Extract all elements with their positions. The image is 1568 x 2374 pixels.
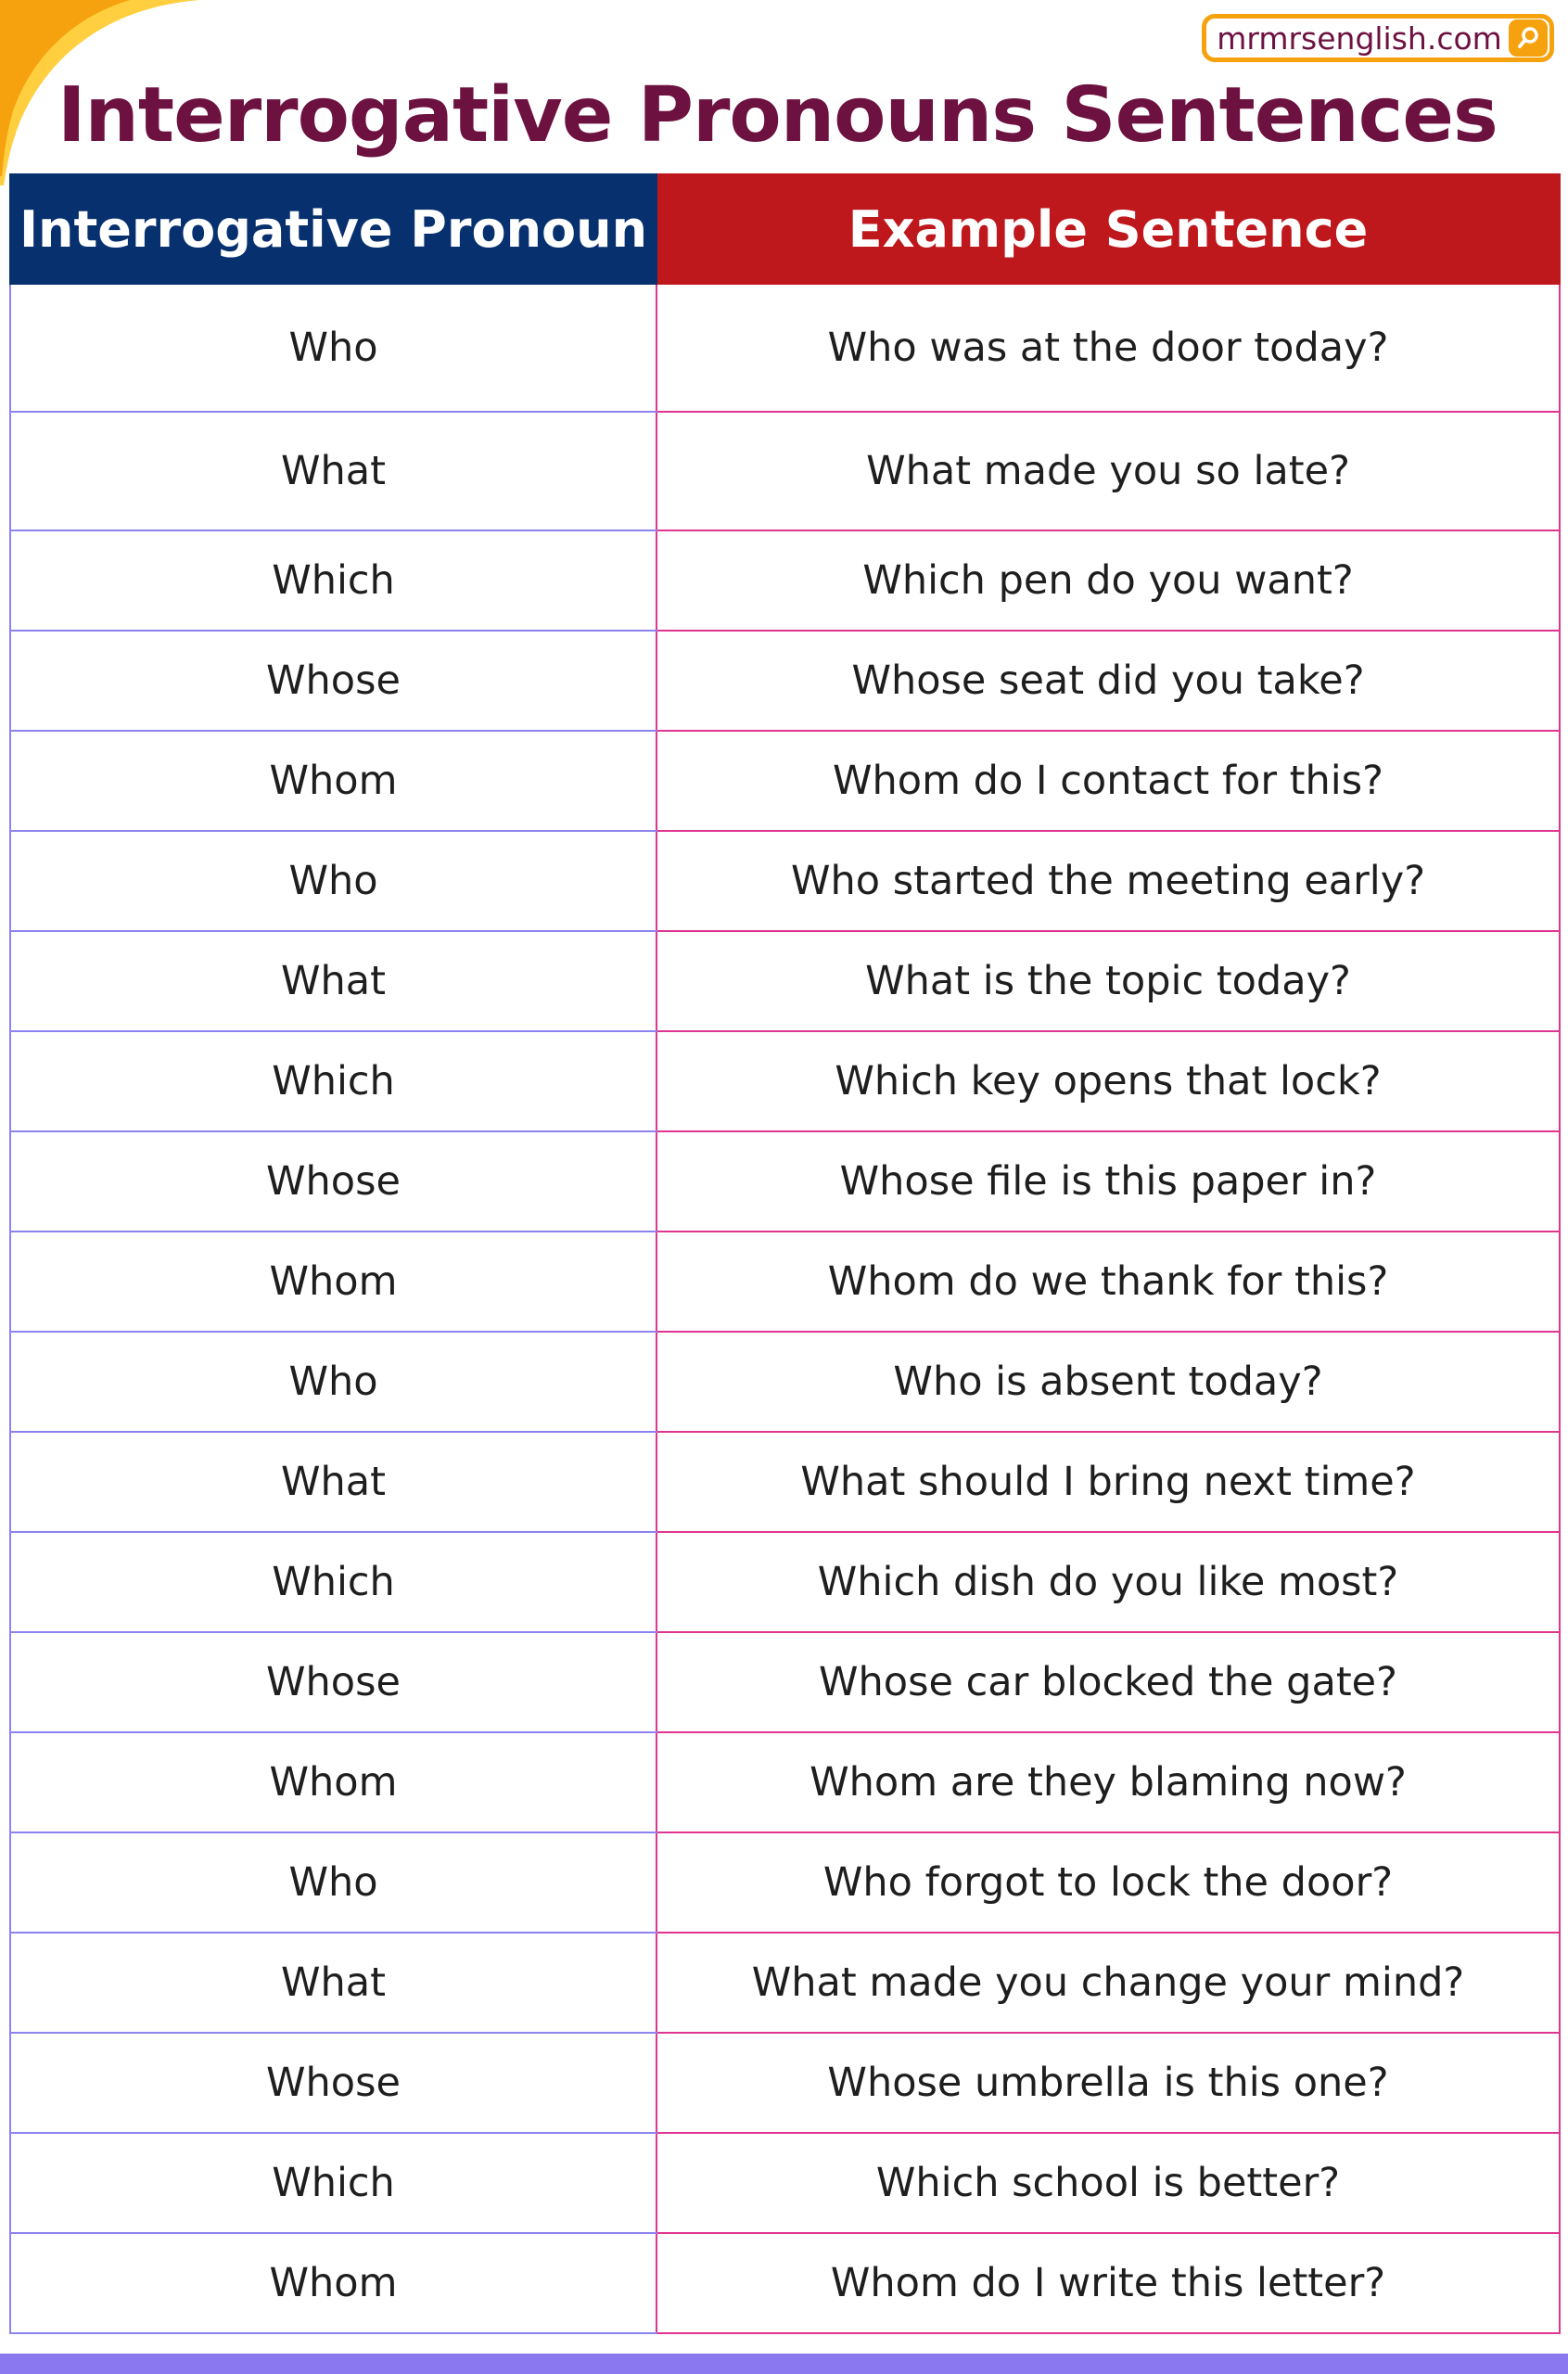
sentence-cell: Whose umbrella is this one? xyxy=(657,2033,1560,2133)
pronoun-table xyxy=(9,173,1561,2334)
page-title: Interrogative Pronouns Sentences xyxy=(57,71,1498,160)
pronoun-cell: Which xyxy=(10,530,657,631)
pronoun-cell: Whose xyxy=(10,1632,657,1732)
pronoun-cell: Whom xyxy=(10,1732,657,1832)
table-row xyxy=(10,831,1560,931)
sentence-cell: Who started the meeting early? xyxy=(657,831,1560,931)
table-row xyxy=(10,1532,1560,1632)
table-row xyxy=(10,530,1560,631)
sentence-cell: What is the topic today? xyxy=(657,931,1560,1031)
site-url-text: mrmrsenglish.com xyxy=(1217,19,1502,57)
sentence-cell: Who was at the door today? xyxy=(657,284,1560,412)
sentence-cell: What should I bring next time? xyxy=(657,1432,1560,1532)
table-row xyxy=(10,1332,1560,1432)
sentence-cell: Whose car blocked the gate? xyxy=(657,1632,1560,1732)
table-row xyxy=(10,631,1560,731)
table-row xyxy=(10,2233,1560,2333)
table-row xyxy=(10,1131,1560,1232)
table-row xyxy=(10,1832,1560,1933)
pronoun-cell: Who xyxy=(10,1332,657,1432)
pronoun-cell: Whom xyxy=(10,2233,657,2333)
table-row xyxy=(10,931,1560,1031)
pronoun-cell: What xyxy=(10,1432,657,1532)
pronoun-cell: Whose xyxy=(10,631,657,731)
sentence-cell: Which pen do you want? xyxy=(657,530,1560,631)
table-row xyxy=(10,284,1560,412)
pronoun-cell: Whose xyxy=(10,2033,657,2133)
table-row xyxy=(10,1232,1560,1332)
sentence-cell: Whose seat did you take? xyxy=(657,631,1560,731)
table-row xyxy=(10,1632,1560,1732)
pronoun-cell: Which xyxy=(10,1031,657,1131)
sentence-cell: Whom do I contact for this? xyxy=(657,731,1560,831)
header-interrogative-pronoun: Interrogative Pronoun xyxy=(10,174,657,284)
sentence-cell: What made you change your mind? xyxy=(657,1933,1560,2033)
pronoun-cell: Who xyxy=(10,831,657,931)
sentence-cell: Which dish do you like most? xyxy=(657,1532,1560,1632)
sentence-cell: Whom are they blaming now? xyxy=(657,1732,1560,1832)
sentence-cell: Who is absent today? xyxy=(657,1332,1560,1432)
table-row xyxy=(10,412,1560,530)
table-header-row xyxy=(10,174,1560,284)
pronoun-cell: Whom xyxy=(10,1232,657,1332)
pronoun-cell: What xyxy=(10,931,657,1031)
pronoun-cell: Which xyxy=(10,1532,657,1632)
sentence-cell: Which school is better? xyxy=(657,2133,1560,2233)
table-row xyxy=(10,1933,1560,2033)
sentence-cell: Who forgot to lock the door? xyxy=(657,1832,1560,1933)
table-row xyxy=(10,1432,1560,1532)
pronoun-cell: Who xyxy=(10,1832,657,1933)
sentence-cell: What made you so late? xyxy=(657,412,1560,530)
sentence-cell: Whom do we thank for this? xyxy=(657,1232,1560,1332)
bottom-accent-bar xyxy=(0,2354,1568,2374)
header-example-sentence: Example Sentence xyxy=(657,174,1560,284)
sentence-cell: Whose file is this paper in? xyxy=(657,1131,1560,1232)
table-row xyxy=(10,2033,1560,2133)
sentence-cell: Which key opens that lock? xyxy=(657,1031,1560,1131)
table-row xyxy=(10,731,1560,831)
pronoun-cell: What xyxy=(10,1933,657,2033)
search-icon[interactable] xyxy=(1509,19,1548,57)
table-row xyxy=(10,1732,1560,1832)
sentence-cell: Whom do I write this letter? xyxy=(657,2233,1560,2333)
table-row xyxy=(10,1031,1560,1131)
pronoun-table-container xyxy=(9,173,1559,2337)
pronoun-cell: What xyxy=(10,412,657,530)
pronoun-cell: Which xyxy=(10,2133,657,2233)
pronoun-cell: Whom xyxy=(10,731,657,831)
pronoun-cell: Whose xyxy=(10,1131,657,1232)
table-row xyxy=(10,2133,1560,2233)
pronoun-cell: Who xyxy=(10,284,657,412)
